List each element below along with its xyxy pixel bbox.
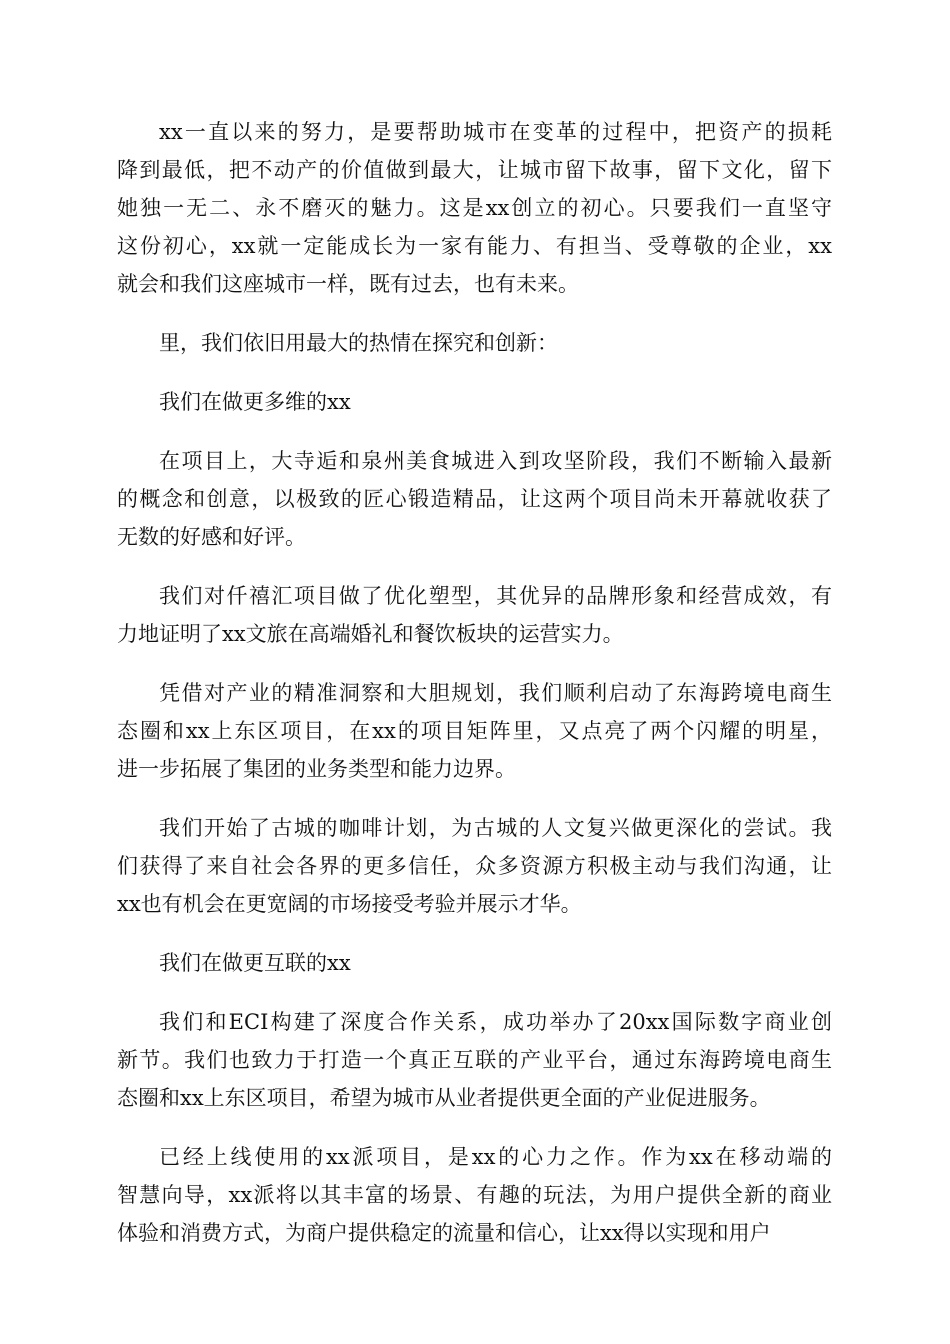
paragraph-qianxihui bbox=[117, 577, 832, 653]
text-line: 这份初心，xx就一定能成长为一家有能力、有担当、受尊敬的企业，xx bbox=[117, 234, 832, 258]
text-line: 已经上线使用的xx派项目，是xx的心力之作。作为xx在移动端的 bbox=[159, 1145, 832, 1169]
paragraph-eci bbox=[117, 1003, 832, 1117]
text-line: 新节。我们也致力于打造一个真正互联的产业平台，通过东海跨境电商生 bbox=[117, 1048, 832, 1072]
text-line: 我们对仟禧汇项目做了优化塑型，其优异的品牌形象和经营成效，有 bbox=[159, 584, 832, 608]
text-line: 体验和消费方式，为商户提供稳定的流量和信心，让xx得以实现和用户 bbox=[117, 1221, 771, 1245]
paragraph-mission bbox=[117, 113, 832, 303]
text-line: 力地证明了xx文旅在高端婚礼和餐饮板块的运营实力。 bbox=[117, 622, 624, 646]
section-heading-multidimensional bbox=[117, 383, 832, 421]
text-line: 态圈和xx上东区项目，希望为城市从业者提供更全面的产业促进服务。 bbox=[117, 1086, 771, 1110]
paragraph-app bbox=[117, 1138, 832, 1252]
text-line: 智慧向导，xx派将以其丰富的场景、有趣的玩法，为用户提供全新的商业 bbox=[117, 1183, 832, 1207]
text-line: xx一直以来的努力，是要帮助城市在变革的过程中，把资产的损耗 bbox=[159, 120, 832, 144]
text-line: 就会和我们这座城市一样，既有过去，也有未来。 bbox=[117, 272, 579, 296]
text-line: 无数的好感和好评。 bbox=[117, 525, 306, 549]
text-line: xx也有机会在更宽阔的市场接受考验并展示才华。 bbox=[117, 892, 582, 916]
section-heading-interconnected bbox=[117, 944, 832, 982]
text-line: 在项目上，大寺逅和泉州美食城进入到攻坚阶段，我们不断输入最新 bbox=[159, 449, 832, 473]
paragraph-intro bbox=[117, 324, 832, 362]
text-line: 她独一无二、永不磨灭的魅力。这是xx创立的初心。只要我们一直坚守 bbox=[117, 196, 832, 220]
text-line: 降到最低，把不动产的价值做到最大，让城市留下故事，留下文化，留下 bbox=[117, 158, 832, 182]
text-line: 我们开始了古城的咖啡计划，为古城的人文复兴做更深化的尝试。我 bbox=[159, 816, 832, 840]
text-line: 我们和ECI构建了深度合作关系，成功举办了20xx国际数字商业创 bbox=[159, 1010, 832, 1034]
text-line: 进一步拓展了集团的业务类型和能力边界。 bbox=[117, 757, 516, 781]
text-line: 们获得了来自社会各界的更多信任，众多资源方积极主动与我们沟通，让 bbox=[117, 854, 832, 878]
text-line: 我们在做更互联的xx bbox=[159, 951, 351, 975]
document-body bbox=[117, 113, 832, 1273]
text-line: 态圈和xx上东区项目，在xx的项目矩阵里，又点亮了两个闪耀的明星， bbox=[117, 719, 832, 743]
paragraph-projects bbox=[117, 442, 832, 556]
text-line: 里，我们依旧用最大的热情在探究和创新： bbox=[159, 331, 558, 355]
text-line: 我们在做更多维的xx bbox=[159, 390, 351, 414]
text-line: 的概念和创意，以极致的匠心锻造精品，让这两个项目尚未开幕就收获了 bbox=[117, 487, 832, 511]
paragraph-coffee bbox=[117, 809, 832, 923]
text-line: 凭借对产业的精准洞察和大胆规划，我们顺利启动了东海跨境电商生 bbox=[159, 681, 832, 705]
paragraph-industry bbox=[117, 674, 832, 788]
